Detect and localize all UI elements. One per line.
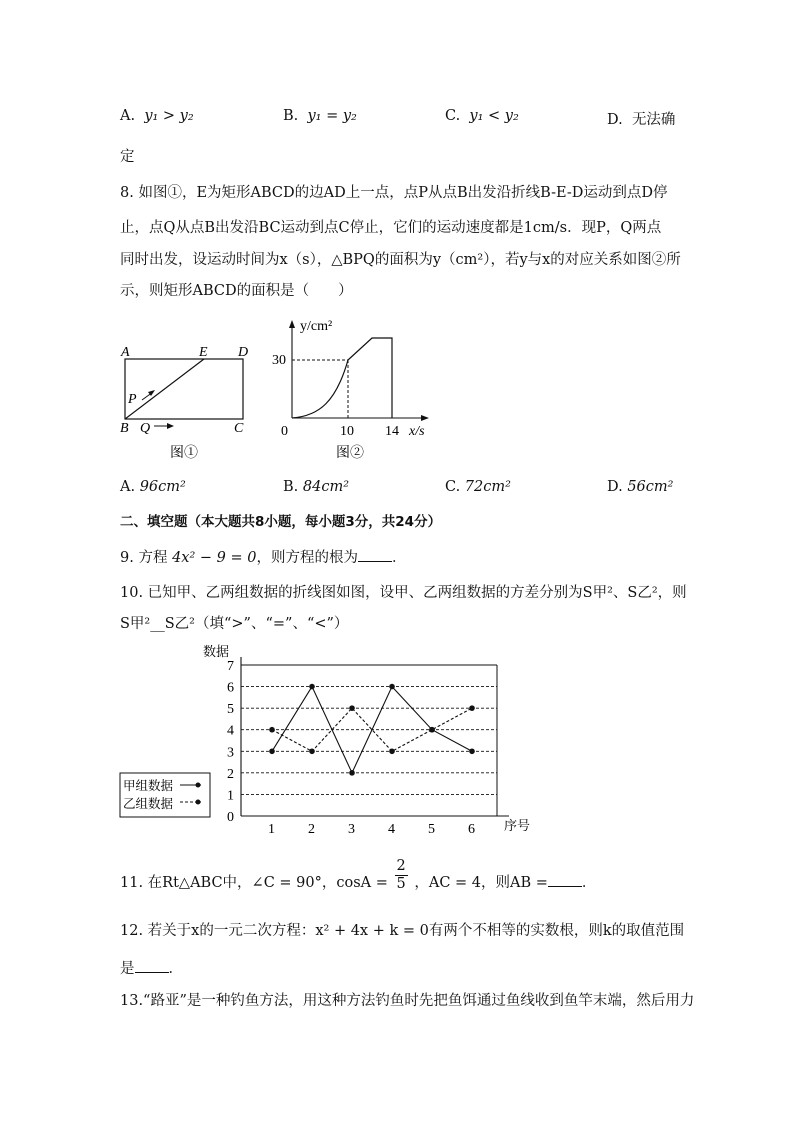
q11: 11. 在Rt△ABC中，∠C = 90°，cosA = $\frac{2}{5}$ ，AC = 4，则AB = ．	[120, 858, 597, 892]
section-2-title: 二、填空题（本大题共8小题，每小题3分，共24分）	[120, 514, 442, 530]
chart-y-tick-5: 5	[227, 702, 234, 718]
q7-option-d-continued: 定	[120, 149, 135, 165]
chart-series-1-point-6	[469, 748, 475, 754]
q8-option-c: C. 72cm²	[445, 479, 511, 495]
label-c: C	[234, 421, 244, 436]
q-arrow-head	[167, 423, 174, 429]
chart-legend	[120, 773, 210, 817]
label-d: D	[238, 345, 249, 360]
legend-series-2-marker	[196, 800, 201, 805]
x-axis-arrow	[421, 415, 429, 421]
q8-line-1: 8. 如图①，E为矩形ABCD的边AD上一点，点P从点B出发沿折线B-E-D运动到点D停	[120, 185, 668, 201]
q8-line-2: 止，点Q从点B出发沿BC运动到点C停止，它们的运动速度都是1cm/s．现P，Q两点	[120, 220, 662, 236]
q8-option-d: D. 56cm²	[607, 479, 674, 495]
q11-answer-blank[interactable]	[548, 872, 582, 887]
chart-x-tick-5: 5	[428, 822, 435, 837]
q11-fraction	[395, 858, 408, 893]
label-q: Q	[140, 421, 151, 436]
chart-y-tick-1: 1	[227, 788, 234, 804]
label-b: B	[120, 421, 129, 436]
q12-line-1: 12. 若关于x的一元二次方程：x² + 4x + k = 0有两个不相等的实数根，则k的取值范围	[120, 923, 685, 939]
chart-series-2-point-1	[269, 727, 275, 733]
label-p: P	[128, 392, 137, 407]
chart-y-tick-6: 6	[227, 680, 234, 696]
x-axis-label: x/s	[409, 424, 425, 439]
q11-numerator: 2	[396, 858, 406, 874]
figure-2-graph	[264, 312, 444, 467]
chart-y-tick-0: 0	[227, 810, 234, 825]
q13-line-1: 13.“路亚”是一种钓鱼方法，用这种方法钓鱼时先把鱼饵通过鱼线收到鱼竿末端，然后用力	[120, 993, 695, 1009]
y-tick-30: 30	[272, 353, 286, 368]
q10-line-1: 10. 已知甲、乙两组数据的折线图如图，设甲、乙两组数据的方差分别为S甲²、S乙²，则	[120, 585, 687, 601]
label-a: A	[121, 345, 130, 360]
q7-option-d: D. 无法确	[607, 112, 676, 128]
chart-y-tick-2: 2	[227, 766, 234, 782]
label-e: E	[199, 345, 208, 360]
q9-answer-blank[interactable]	[358, 547, 392, 562]
q7-option-a: A. y₁ > y₂	[120, 108, 194, 124]
q11-denominator: 5	[396, 876, 406, 892]
x-tick-14: 14	[385, 424, 399, 439]
legend-series-2-label: 乙组数据	[123, 797, 174, 811]
q8-option-b: B. 84cm²	[283, 479, 350, 495]
q9: 9. 方程 4x² − 9 = 0，则方程的根为 ．	[120, 546, 406, 567]
chart-y-label: 数据	[203, 644, 230, 659]
y-x-curve	[292, 338, 392, 418]
figure-1-caption: 图①	[170, 446, 198, 461]
segment-be	[125, 359, 204, 419]
chart-series-2-point-6	[469, 705, 475, 711]
q7-option-c: C. y₁ < y₂	[445, 108, 519, 124]
chart-series-2-point-4	[389, 748, 395, 754]
chart-y-tick-7: 7	[227, 659, 234, 674]
chart-series-1-point-1	[269, 748, 275, 754]
chart-x-tick-3: 3	[348, 822, 355, 837]
chart-series-1-point-3	[349, 770, 355, 776]
chart-series-1-point-4	[389, 684, 395, 690]
rectangle-abcd	[125, 359, 243, 419]
y-axis-label: y/cm²	[300, 319, 333, 334]
chart-y-tick-4: 4	[227, 723, 234, 739]
chart-series-2-point-2	[309, 748, 315, 754]
origin-label: 0	[281, 424, 288, 439]
x-tick-10: 10	[340, 424, 354, 439]
legend-series-1-label: 甲组数据	[123, 779, 174, 793]
chart-x-tick-2: 2	[308, 822, 315, 837]
q10-line-chart	[115, 640, 540, 840]
chart-series-2-point-5	[429, 727, 435, 733]
chart-x-label: 序号	[504, 818, 531, 833]
chart-series-1-point-2	[309, 684, 315, 690]
figure-1-rectangle	[112, 338, 262, 466]
q8-option-a: A. 96cm²	[120, 479, 186, 495]
q7-option-b: B. y₁ = y₂	[283, 108, 357, 124]
q10-line-2: S甲²__S乙²（填“>”、“=”、“<”）	[120, 616, 349, 632]
q8-line-3: 同时出发，设运动时间为x（s），△BPQ的面积为y（cm²），若y与x的对应关系如图②所	[120, 252, 681, 268]
chart-series-2-point-3	[349, 705, 355, 711]
chart-x-tick-6: 6	[468, 822, 475, 837]
chart-y-tick-3: 3	[227, 745, 234, 761]
q12-answer-blank[interactable]	[135, 958, 169, 973]
q8-line-4: 示，则矩形ABCD的面积是（ ）	[120, 283, 353, 299]
chart-x-tick-1: 1	[268, 822, 275, 837]
chart-x-tick-4: 4	[388, 822, 395, 837]
y-axis-arrow	[289, 320, 295, 328]
figure-2-caption: 图②	[336, 446, 364, 461]
q12-line-2: 是 ．	[120, 957, 183, 978]
legend-series-1-marker	[196, 783, 201, 788]
